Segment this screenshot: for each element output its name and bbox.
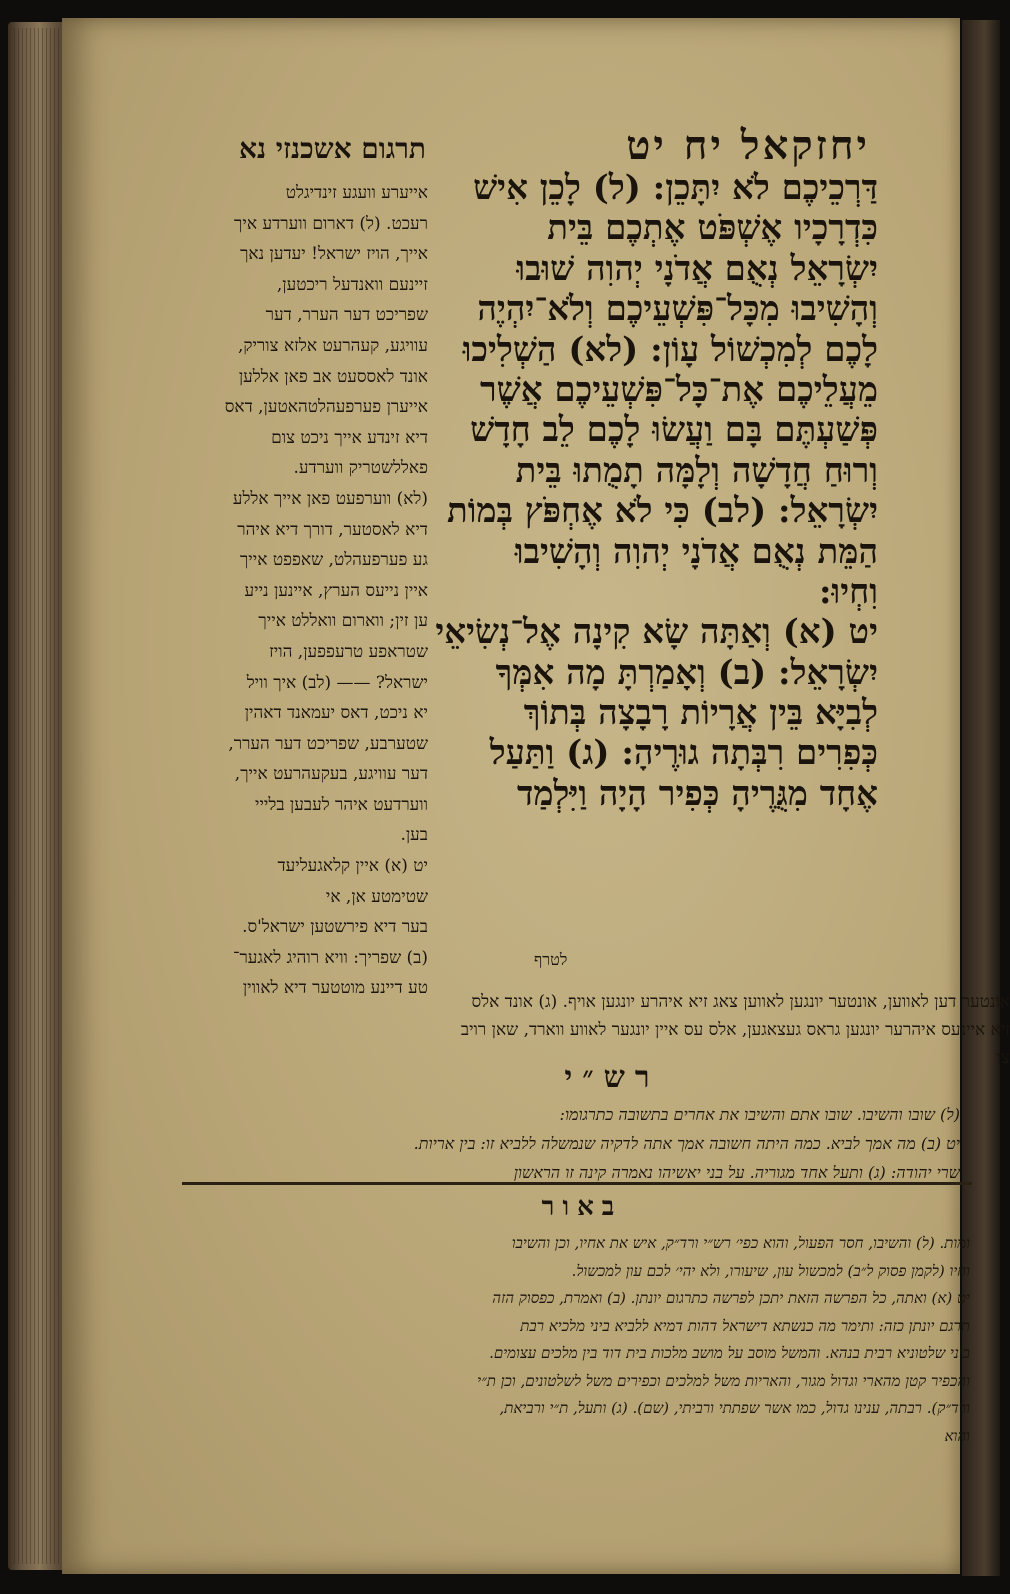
targum-line: אייך, הויז ישראל! יעדען נאך <box>240 244 428 265</box>
main-line: וְרוּחַ חֲדָשָׁה וְלָמָּה תָמֻתוּ בֵּית <box>515 450 878 491</box>
section-divider <box>182 1182 972 1185</box>
main-line: מֵעֲלֵיכֶם אֶת־כָּל־פִּשְׁעֵיכֶם אֲשֶׁר <box>479 369 878 410</box>
main-line: וִחְיוּ: <box>819 571 878 612</box>
targum-line: עוויגע, קעהרעט אלזא צוריק, <box>237 335 428 356</box>
rashi-line: (ל) שובו והשיבו. שובו אתם והשיבו את אחרים בתשובה כתרגומו: <box>559 1105 960 1124</box>
targum-line: שטימטע אן, אי <box>325 886 428 907</box>
targum-line: זיינעם וואנדעל ריכטען, <box>276 274 428 295</box>
targum-line: ווערדעט איהר לעבען בלייי <box>255 794 428 815</box>
targum-line: יט (א) איין קלאגעליעד <box>277 856 428 877</box>
targum-line: (ב) שפריך: וויא רוהיג לאגער־ <box>232 947 428 968</box>
main-line: דַּרְכֵיכֶם לֹא יִתָּכֵן: (ל) לָכֵן אִישׁ <box>473 168 878 208</box>
running-header-main: יחזקאל יח יט <box>626 122 870 169</box>
targum-line: אייערע וועגע זינדיגלט <box>285 183 428 203</box>
running-header-targum: תרגום אשכנזי נא <box>238 132 426 165</box>
targum-line: שפריכט דער הערר, דער <box>265 305 428 326</box>
wide-line: זיא איינעס איהרער יונגען גראס געצאגען, אלס עס איין יונגער לאווע ווארד, שאן רויב <box>460 1020 1010 1040</box>
main-line: יט (א) וְאַתָּה שָׂא קִינָה אֶל־נְשִׂיאֵי <box>435 612 878 653</box>
main-line: אֶחָד מִגֻּרֶיהָ כְּפִיר הָיָה וַיִּלְמַד <box>517 773 878 814</box>
targum-column <box>170 178 428 1004</box>
main-line: הַמֵּת נְאֻם אֲדֹנָי יְהוִה וְהָשִׁיבוּ <box>514 531 878 572</box>
biur-heading: באור <box>541 1192 623 1222</box>
main-line: לָכֶם לְמִכְשׁוֹל עָוֹן: (לא) הַשְׁלִיכוּ <box>462 329 878 370</box>
main-line: פְּשַׁעְתֶּם בָּם וַעֲשׂוּ לָכֶם לֵב חָדָשׁ <box>470 410 878 451</box>
rashi-line: יט (ב) מה אמך לביא. כמה היתה חשובה אמך אתה לדקיה שנמשלה ללביא זו: בין אריות. <box>413 1134 960 1153</box>
biur-line: והוא <box>944 1426 970 1445</box>
main-line: כִּדְרָכָיו אֶשְׁפֹּט אֶתְכֶם בֵּית <box>547 208 878 249</box>
targum-line: אונד לאססעט אב פאן אללען <box>238 366 428 387</box>
main-line: יִשְׂרָאֵל: (ב) וְאָמַרְתָּ מָה אִמְּךָ <box>495 652 878 693</box>
targum-line: יא ניכט, דאס יעמאנד דאהין <box>244 703 428 724</box>
targum-line: ען זין; ווארום וואללט אייך <box>258 611 428 632</box>
targum-line: (לא) ווערפעט פאן אייך אללע <box>232 488 428 509</box>
main-line: וְהָשִׁיבוּ מִכָּל־פִּשְׁעֵיכֶם וְלֹא־יִהְיֶה <box>477 289 878 330</box>
biur-line: ביני שלטוניא רבית בנהא. והמשל מוסב על מושב מלכות בית דוד בין מלכים עצומים. <box>489 1344 970 1362</box>
rashi-heading: רש״י <box>564 1060 660 1095</box>
biur-line: והכפיר קטן מהארי וגדול מגור, והאריות משל למלכים וכפירים משל לשלטונים, וכן ת״י <box>477 1371 970 1390</box>
targum-line: טע דיינע מוטטער דיא לאווין <box>242 978 428 999</box>
biur-line: יט (א) ואתה, כל הפרשה הזאת יתכן לפרשה כתרגום יונתן. (ב) ואמרת, כפסוק הזה <box>492 1289 970 1307</box>
biur-line: ומות. (ל) והשיבו, חסר הפעול, והוא כפי׳ רש״י ורד״ק, איש את אחיו, וכן והשיבו <box>511 1234 970 1252</box>
main-line: לְבִיָּא בֵּין אֲרָיוֹת רָבָצָה בְּתוֹךְ <box>523 693 878 734</box>
wide-line: צו <box>996 1048 1010 1068</box>
biur-line: וחיו (לקמן פסוק ל״ב) למכשול עון, שיעורו, ולא יהי׳ לכם עון למכשול. <box>571 1261 970 1280</box>
targum-line: אייערן פערפעהלטהאטען, דאס <box>224 397 428 418</box>
targum-line: איין נייעס הערץ, איינען נייע <box>244 580 428 601</box>
targum-line: שטערבע, שפריכט דער הערר, <box>228 733 428 754</box>
catchword: לטרף <box>534 950 568 969</box>
biur-line: ורד״ק). רבתה, ענינו גדול, כמו אשר שפתתי ורביתי, (שם). (ג) ותעל, ת״י ורביאת, <box>499 1399 970 1417</box>
book-page <box>62 18 1010 1574</box>
targum-line: בען. <box>400 825 428 846</box>
targum-line: דיא זינדע אייך ניכט צום <box>271 427 428 448</box>
rashi-line: שרי יהודה: (ג) ותעל אחד מגוריה. על בני יאשיהו נאמרה קינה זו הראשון <box>513 1163 960 1182</box>
targum-line: שטראפע טרעפפען, הויז <box>269 641 428 662</box>
biur-commentary <box>180 1230 970 1450</box>
targum-line: רעכט. (ל) דארום ווערדע איך <box>234 213 428 234</box>
biur-line: תרגם יונתן כזה: ותימר מה כנשתא דישראל דהות דמיא ללביא ביני מלכיא רבת <box>520 1316 970 1335</box>
targum-line: גע פערפעהלט, שאפפט אייך <box>239 550 428 571</box>
rashi-commentary <box>180 1100 960 1187</box>
targum-line: ישראל? —— (לב) איך וויל <box>246 672 428 693</box>
targum-line: דער עוויגע, בעקעהרעט אייך, <box>234 764 428 785</box>
main-line: יִשְׂרָאֵל: (לב) כִּי לֹא אֶחְפֹּץ בְּמוֹת <box>446 491 878 532</box>
main-hebrew-text <box>434 168 878 814</box>
targum-line: בער דיא פירשטען ישראל'ס. <box>242 917 428 938</box>
wide-line: אונטער דען לאווען, אונטער יונגען לאווען צאג זיא איהרע יונגען אויף. (ג) אונד אלס <box>471 992 1010 1012</box>
targum-line: פאללשטריק ווערדע. <box>293 458 428 479</box>
main-line: כְּפִרִים רִבְּתָה גוּרֶיהָ: (ג) וַתַּעַל <box>489 733 878 774</box>
main-line: יִשְׂרָאֵל נְאֻם אֲדֹנָי יְהוִה שׁוּבוּ <box>516 248 878 289</box>
targum-line: דיא לאסטער, דורך דיא איהר <box>237 519 428 540</box>
